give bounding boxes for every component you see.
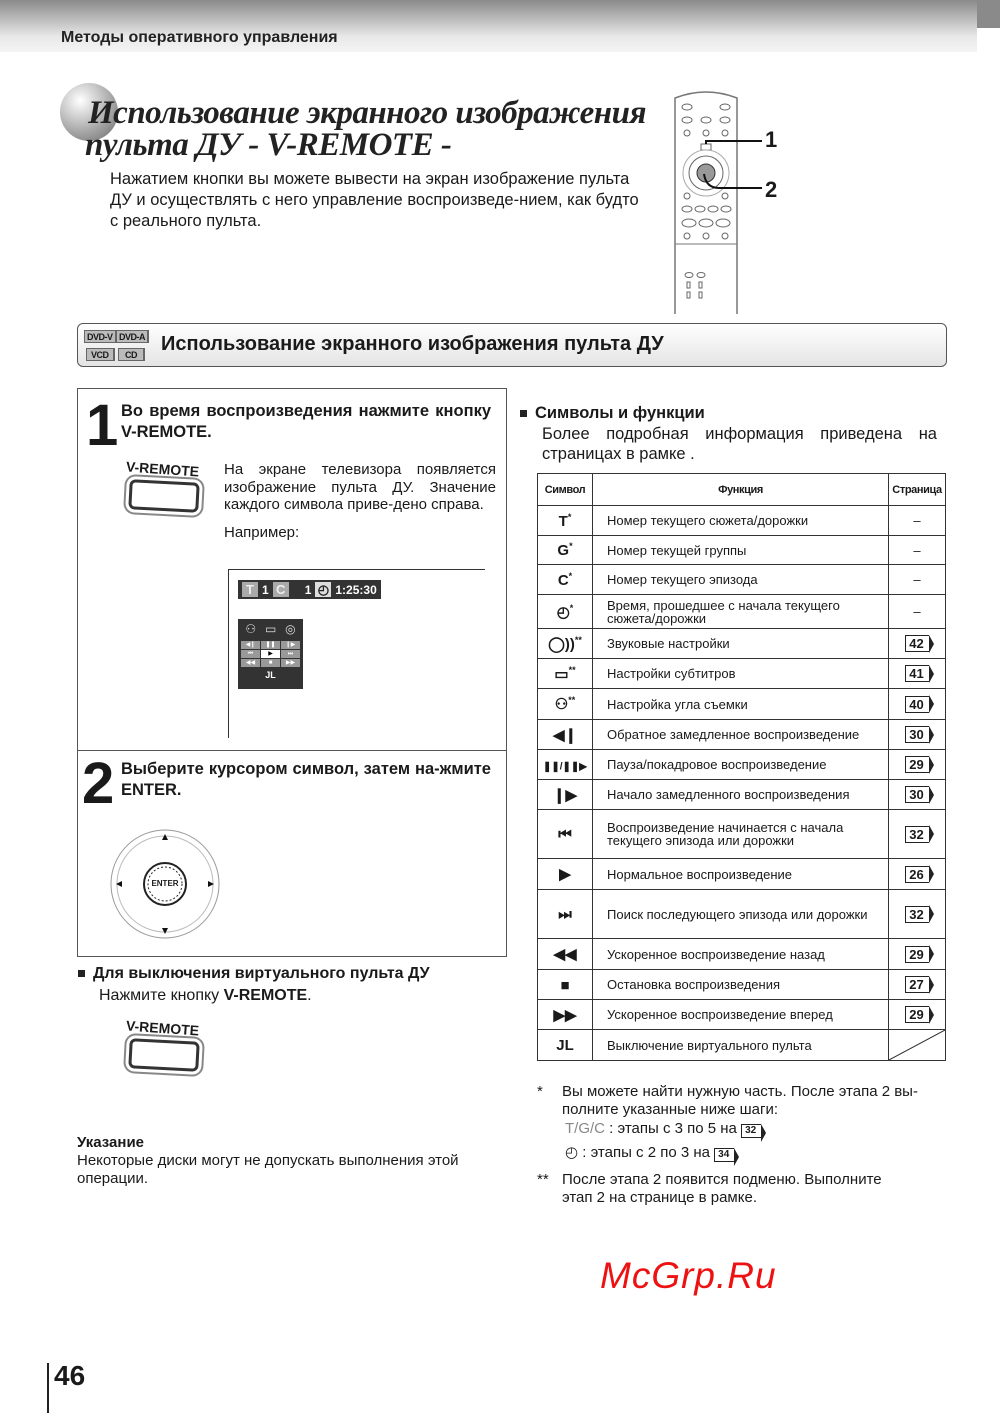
page-ref[interactable]: 29 <box>905 1006 928 1023</box>
rewind-icon <box>538 939 593 970</box>
audio-icon <box>538 629 593 659</box>
badge-vcd: VCD <box>86 348 115 361</box>
step1-text: Во время воспроизведения нажмите кнопку V-REMOTE. <box>121 402 491 441</box>
watermark: McGrp.Ru <box>600 1255 777 1296</box>
vpad-top-icons <box>241 622 300 640</box>
page-cell <box>889 536 946 565</box>
col-symbol: Символ <box>538 474 593 506</box>
page-ref[interactable]: 32 <box>741 1124 761 1138</box>
function-cell: Нормальное воспроизведение <box>593 859 889 890</box>
symbol-glyph: ◴ <box>556 603 570 621</box>
step1-number: 1 <box>86 393 119 458</box>
page-cell <box>889 939 946 970</box>
pause-step-icon[interactable]: ❚❚ <box>261 641 280 649</box>
stop-icon <box>538 970 593 1000</box>
symbols-text: Более подробная информация приведена на страницах в рамке . <box>542 425 937 463</box>
skip-back-icon[interactable]: ⏮ <box>241 650 260 658</box>
off-text-bold: V-REMOTE <box>223 987 308 1004</box>
footnote1-line1 <box>562 1120 942 1138</box>
symbol-glyph: JL <box>556 1037 574 1054</box>
empty-cell-diagonal <box>889 1030 945 1060</box>
footnote-marker: ** <box>568 664 576 675</box>
page-ref[interactable]: 27 <box>905 976 928 993</box>
function-cell: Настройка угла съемки <box>593 689 889 720</box>
virtual-remote-pad <box>238 619 303 689</box>
page-title-line1: Использование экранного изображения <box>88 95 646 131</box>
table-row <box>538 720 946 750</box>
table-row <box>538 810 946 859</box>
page-cell <box>889 565 946 595</box>
chapter-icon <box>538 565 593 595</box>
function-cell: Пауза/покадровое воспроизведение <box>593 750 889 780</box>
page-ref[interactable]: 42 <box>905 635 928 652</box>
symbol-glyph: ▶▶ <box>553 1006 577 1024</box>
page-ref[interactable]: 32 <box>905 826 928 843</box>
clock-icon <box>538 595 593 629</box>
footnote1-line2 <box>562 1144 942 1162</box>
step1-description-block <box>224 461 496 547</box>
vremote-button-label: V-REMOTE <box>125 458 200 480</box>
page-cell <box>889 506 946 536</box>
table-row <box>538 565 946 595</box>
enter-button[interactable]: ENTER <box>151 879 179 888</box>
fast-forward-icon <box>538 1000 593 1030</box>
function-cell: Ускоренное воспроизведение вперед <box>593 1000 889 1030</box>
page-cell <box>889 810 946 859</box>
function-cell: Время, прошедшее с начала текущего сюжета/дорожки <box>593 595 889 629</box>
step2-text: Выберите курсором символ, затем на-жмите ENTER. <box>121 760 491 799</box>
page-number: 46 <box>54 1360 86 1391</box>
badge-dvd-a: DVD-A <box>116 330 149 343</box>
fast-forward-icon[interactable]: ▶▶ <box>281 659 300 667</box>
footnote2-mark: ** <box>537 1171 549 1188</box>
skip-forward-icon[interactable]: ⏭ <box>281 650 300 658</box>
page-ref[interactable]: 41 <box>905 665 928 682</box>
page-cell <box>889 659 946 689</box>
page-ref[interactable]: 26 <box>905 866 928 883</box>
page-ref[interactable]: 29 <box>905 756 928 773</box>
symbol-glyph: T <box>558 512 568 530</box>
page-none: – <box>913 513 921 528</box>
osd-status-bar <box>238 580 381 599</box>
step2-number: 2 <box>82 751 115 816</box>
symbol-glyph: ▭ <box>554 665 569 683</box>
page-cell <box>889 1000 946 1030</box>
banner-title: Использование экранного изображения пульта ДУ <box>161 333 664 355</box>
page-cell <box>889 1030 946 1061</box>
footnote2-text: После этапа 2 появится подменю. Выполните этап 2 на странице в рамке. <box>562 1171 882 1206</box>
slow-reverse-icon <box>538 720 593 750</box>
footnote-marker: * <box>569 602 574 613</box>
table-row <box>538 1000 946 1030</box>
function-cell: Начало замедленного воспроизведения <box>593 780 889 810</box>
table-row <box>538 970 946 1000</box>
badge-cd: CD <box>118 348 145 361</box>
symbol-glyph: ⏭ <box>558 906 572 923</box>
osd-title-number: 1 <box>262 582 269 597</box>
table-row <box>538 689 946 720</box>
page-ref[interactable]: 40 <box>905 696 928 713</box>
table-row <box>538 536 946 565</box>
symbol-glyph: ◯)) <box>548 635 575 653</box>
off-heading <box>78 965 430 983</box>
function-cell: Номер текущей группы <box>593 536 889 565</box>
function-cell: Звуковые настройки <box>593 629 889 659</box>
play-icon[interactable]: ▶ <box>261 650 280 658</box>
page-ref[interactable]: 34 <box>714 1148 734 1162</box>
off-text <box>99 987 312 1005</box>
table-row <box>538 595 946 629</box>
off-text-prefix: Нажмите кнопку <box>99 987 224 1004</box>
skip-forward-icon <box>538 890 593 939</box>
symbols-table <box>537 473 946 1061</box>
footnote-marker: * <box>569 541 573 551</box>
clock-icon: ◴ <box>315 582 331 597</box>
page-cell <box>889 890 946 939</box>
function-cell: Обратное замедленное воспроизведение <box>593 720 889 750</box>
footnote2 <box>537 1171 942 1206</box>
off-text-suffix: . <box>307 987 312 1004</box>
footnote-marker: * <box>568 570 573 581</box>
symbol-glyph: ❙▶ <box>552 786 578 804</box>
page-number-rule <box>47 1363 49 1413</box>
footnotes <box>537 1083 942 1206</box>
vremote-off-icon <box>538 1030 593 1061</box>
pause-step-icon <box>538 750 593 780</box>
function-cell: Остановка воспроизведения <box>593 970 889 1000</box>
symbol-glyph: ⏮ <box>558 826 572 843</box>
table-row <box>538 506 946 536</box>
callout-2: 2 <box>765 177 778 202</box>
slow-reverse-icon[interactable]: ◀❙ <box>241 641 260 649</box>
function-cell: Настройки субтитров <box>593 659 889 689</box>
footnote-marker: ** <box>574 634 582 645</box>
page-none: – <box>913 604 921 619</box>
off-heading-text: Для выключения виртуального пульта ДУ <box>93 965 430 982</box>
symbol-glyph: G <box>557 542 570 559</box>
function-cell: Номер текущего эпизода <box>593 565 889 595</box>
page-title-line2: пульта ДУ - V-REMOTE - <box>85 127 452 163</box>
intro-text: Нажатием кнопки вы можете вывести на экран изображение пульта ДУ и осуществлять с него управление воспроизведе-нием, как будто с реального пульта. <box>110 170 639 230</box>
table-row <box>538 939 946 970</box>
symbol-glyph: ◀❙ <box>552 726 578 744</box>
stop-icon[interactable]: ■ <box>261 659 280 667</box>
page-ref[interactable]: 30 <box>905 726 928 743</box>
square-bullet-icon <box>520 410 527 417</box>
footnote1 <box>537 1083 942 1162</box>
vremote-off-icon[interactable]: JL <box>265 670 276 680</box>
vremote-button-label-2: V-REMOTE <box>125 1017 200 1039</box>
footnote1-mark: * <box>537 1083 543 1100</box>
section-banner <box>77 323 947 367</box>
page-none: – <box>913 572 921 587</box>
function-cell: Номер текущего сюжета/дорожки <box>593 506 889 536</box>
play-icon <box>538 859 593 890</box>
step-divider <box>77 750 507 751</box>
table-row <box>538 629 946 659</box>
page-ref[interactable]: 32 <box>905 906 928 923</box>
subtitle-icon[interactable]: ▭ <box>264 622 277 636</box>
vremote-button[interactable] <box>128 479 199 513</box>
vremote-button-2[interactable] <box>128 1038 199 1072</box>
example-label: Например: <box>224 523 300 541</box>
col-function: Функция <box>593 474 889 506</box>
square-bullet-icon <box>78 970 85 977</box>
symbol-glyph: C <box>557 571 569 589</box>
col-page: Страница <box>889 474 946 506</box>
page-ref[interactable]: 30 <box>905 786 928 803</box>
audio-icon[interactable]: ◎ <box>285 622 296 636</box>
page-ref[interactable]: 29 <box>905 946 928 963</box>
function-cell: Ускоренное воспроизведение назад <box>593 939 889 970</box>
angle-icon[interactable]: ⚇ <box>245 622 257 636</box>
clock-icon: ◴ <box>565 1144 579 1161</box>
page-cell <box>889 720 946 750</box>
osd-chapter-number: 1 <box>304 582 312 597</box>
step1-description: На экране телевизора появляется изображение пульта ДУ. Значение каждого символа приве-дено справа. <box>224 461 496 513</box>
function-cell: Выключение виртуального пульта <box>593 1030 889 1061</box>
symbols-heading-text: Символы и функции <box>535 404 705 422</box>
symbol-glyph: ⚇ <box>554 696 569 713</box>
table-row <box>538 659 946 689</box>
group-icon <box>538 536 593 565</box>
footnote-marker: * <box>567 511 572 522</box>
table-row <box>538 1030 946 1061</box>
chapter-icon: C <box>273 582 289 597</box>
section-heading: Методы оперативного управления <box>61 29 338 46</box>
table-row <box>538 890 946 939</box>
osd-time: 1:25:30 <box>335 582 377 597</box>
slow-forward-icon[interactable]: ❙▶ <box>281 641 300 649</box>
symbol-glyph: ◀◀ <box>553 946 577 963</box>
symbol-glyph: ▶ <box>559 866 571 883</box>
table-row <box>538 750 946 780</box>
page-cell <box>889 970 946 1000</box>
title-group-chapter-icons: T/G/C <box>565 1120 605 1137</box>
symbol-glyph: ■ <box>560 976 570 994</box>
note-heading: Указание <box>77 1134 145 1151</box>
subtitle-icon <box>538 659 593 689</box>
table-row <box>538 859 946 890</box>
function-cell: Поиск последующего эпизода или дорожки <box>593 890 889 939</box>
footnote-marker: ** <box>568 695 576 705</box>
page-none: – <box>913 542 921 558</box>
header-tab <box>977 0 1000 28</box>
angle-icon <box>538 689 593 720</box>
function-cell: Воспроизведение начинается с начала текущего эпизода или дорожки <box>593 810 889 859</box>
slow-forward-icon <box>538 780 593 810</box>
title-icon: T <box>242 582 258 597</box>
footnote1-line2-text: : этапы с 2 по 3 на <box>582 1144 710 1161</box>
symbol-glyph: ❚❚/❚❚▶ <box>543 761 587 773</box>
callout-1: 1 <box>765 127 778 152</box>
symbols-heading <box>520 404 705 423</box>
page-cell <box>889 780 946 810</box>
page-cell <box>889 595 946 629</box>
rewind-icon[interactable]: ◀◀ <box>241 659 260 667</box>
note-text: Некоторые диски могут не допускать выполнения этой операции. <box>77 1152 459 1187</box>
title-icon <box>538 506 593 536</box>
badge-dvd-v: DVD-V <box>84 330 117 343</box>
page-cell <box>889 629 946 659</box>
skip-back-icon <box>538 810 593 859</box>
page-cell <box>889 859 946 890</box>
page-cell <box>889 689 946 720</box>
table-row <box>538 780 946 810</box>
footnote1-text: Вы можете найти нужную часть. После этапа 2 вы-полните указанные ниже шаги: <box>562 1083 918 1118</box>
footnote1-line1-text: : этапы с 3 по 5 на <box>609 1120 737 1137</box>
page-cell <box>889 750 946 780</box>
